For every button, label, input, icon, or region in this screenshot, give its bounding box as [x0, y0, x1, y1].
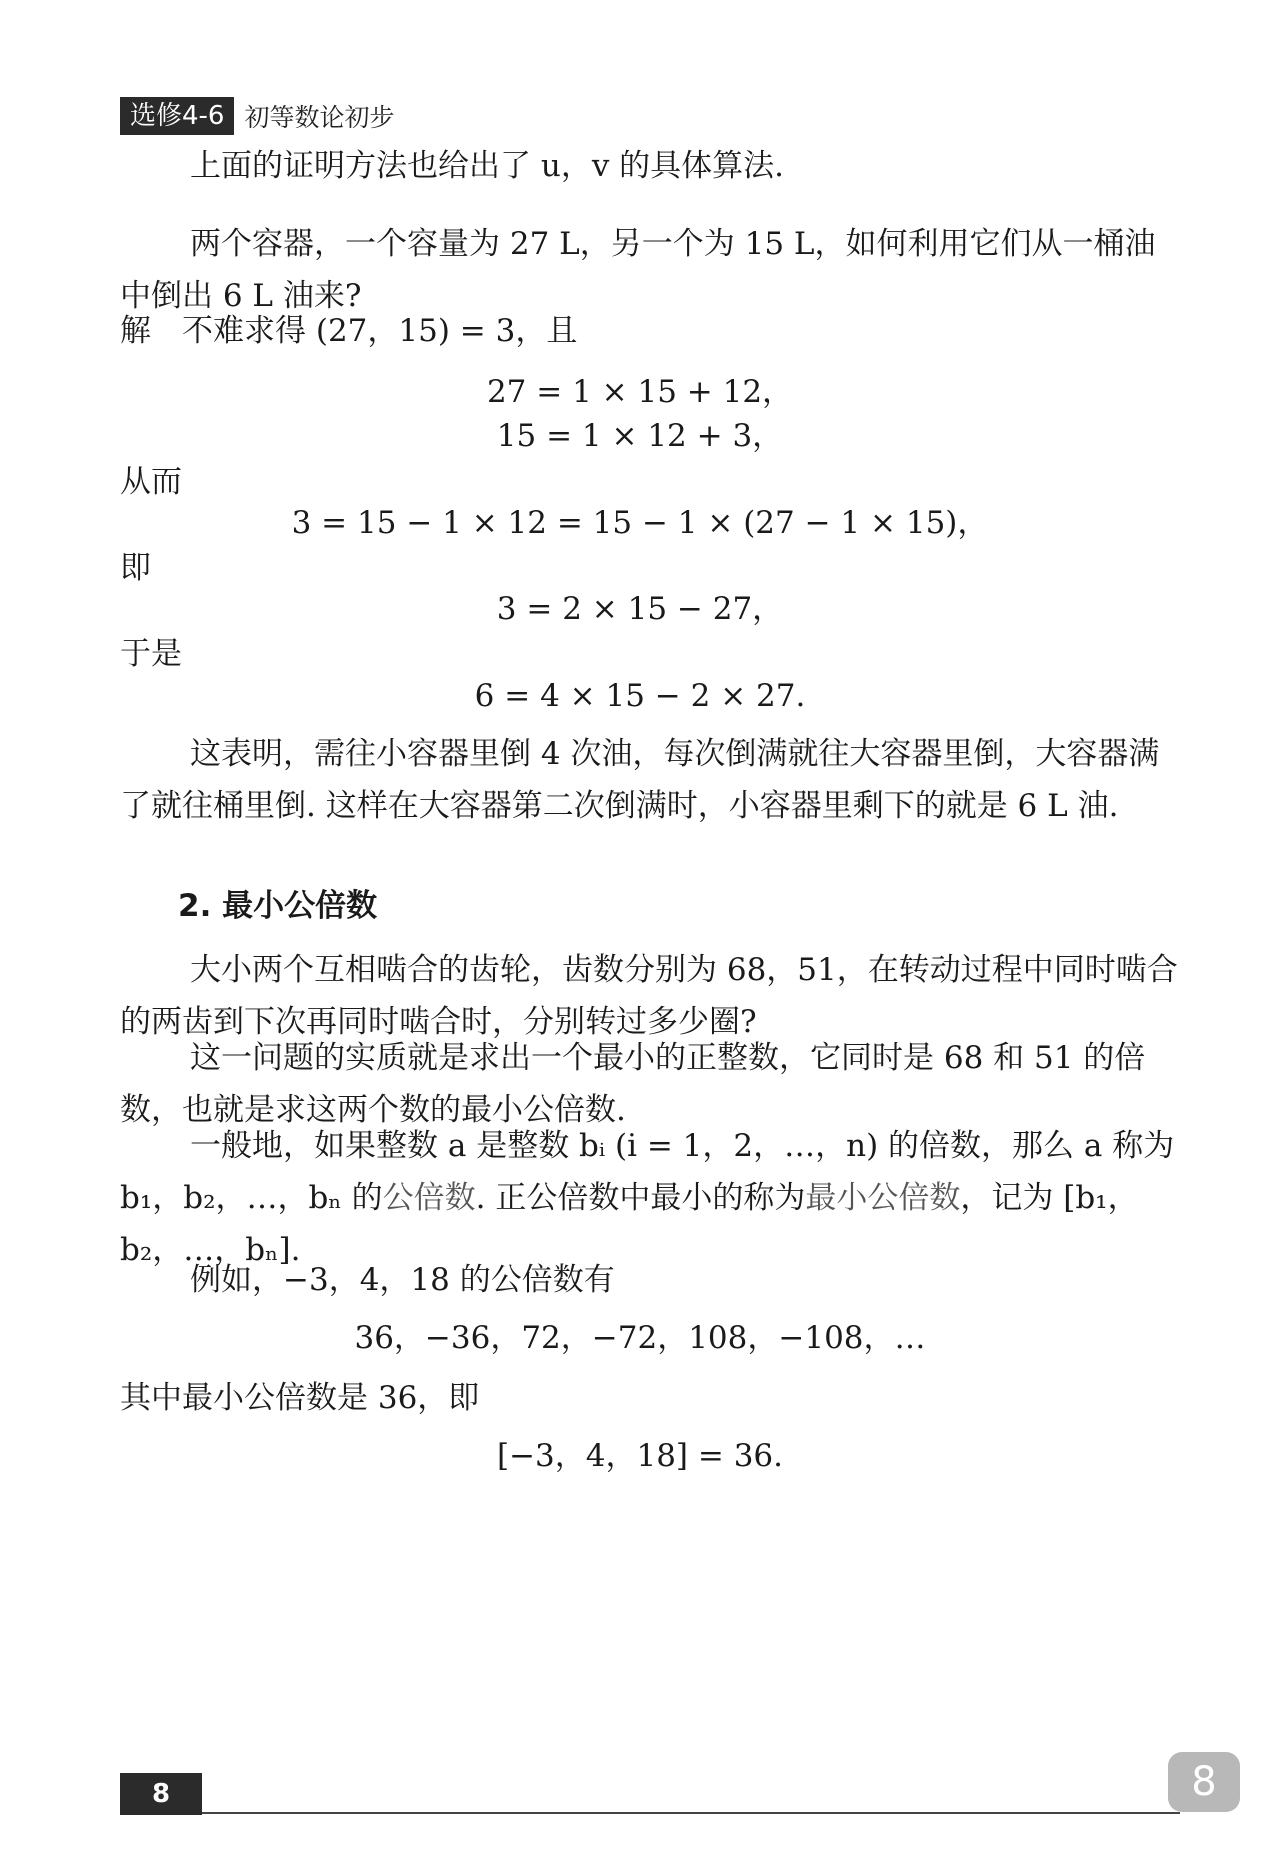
gear-problem: 大小两个互相啮合的齿轮，齿数分别为 68，51，在转动过程中同时啮合的两齿到下次再同时啮合时，分别转过多少圈? [120, 952, 1178, 1040]
definition-paragraph [120, 1120, 1180, 1276]
section-heading: 2. 最小公倍数 [178, 888, 378, 924]
definition-text: 一般地，如果整数 a 是整数 bᵢ (i = 1，2，…，n) 的倍数，那么 a 称为 b₁，b₂，…，bₙ 的 [120, 1128, 1175, 1216]
essence-paragraph: 这一问题的实质就是求出一个最小的正整数，它同时是 68 和 51 的倍数，也就是求这两个数的最小公倍数. [120, 1040, 1146, 1128]
equation: 15 = 1 × 12 + 3， [496, 418, 784, 454]
term-common-multiple: 公倍数 [382, 1180, 476, 1216]
lcm-statement: 其中最小公倍数是 36，即 [120, 1380, 480, 1416]
explanation-paragraph: 这表明，需往小容器里倒 4 次油，每次倒满就往大容器里倒，大容器满了就往桶里倒. 这样在大容器第二次倒满时，小容器里剩下的就是 6 L 油. [120, 736, 1160, 824]
page-number: 8 [120, 1773, 202, 1815]
equation: [−3，4，18] = 36. [496, 1438, 784, 1474]
book-title: 初等数论初步 [244, 103, 395, 132]
solution-text: 不难求得 (27，15) = 3，且 [182, 313, 578, 349]
connective-text: 即 [120, 550, 151, 586]
text-paragraph: 上面的证明方法也给出了 u，v 的具体算法. [190, 148, 785, 184]
connective-text: 从而 [120, 464, 182, 500]
page-indicator-badge: 8 [1168, 1752, 1240, 1812]
definition-text: . 正公倍数中最小的称为 [475, 1180, 806, 1216]
solution-label: 解 [120, 313, 151, 349]
equation: 3 = 2 × 15 − 27， [496, 591, 784, 627]
equation: 36，−36，72，−72，108，−108，… [354, 1320, 926, 1356]
equation: 3 = 15 − 1 × 12 = 15 − 1 × (27 − 1 × 15)， [291, 505, 989, 541]
running-header [120, 96, 394, 136]
equation: 27 = 1 × 15 + 12， [486, 374, 794, 410]
equation: 6 = 4 × 15 − 2 × 27. [474, 678, 806, 714]
connective-text: 于是 [120, 636, 182, 672]
term-least-common-multiple: 最小公倍数 [805, 1180, 961, 1216]
definition-text: ，记为 [b₁，b₂，…，bₙ]. [120, 1180, 1139, 1268]
solution-line [120, 305, 1180, 357]
example-intro: 例如，−3，4，18 的公倍数有 [190, 1262, 615, 1298]
example-problem-text: 两个容器，一个容量为 27 L，另一个为 15 L，如何利用它们从一桶油中倒出 6 L 油来? [120, 226, 1156, 314]
footer-rule [120, 1812, 1180, 1814]
course-badge: 选修4-6 [120, 97, 234, 135]
